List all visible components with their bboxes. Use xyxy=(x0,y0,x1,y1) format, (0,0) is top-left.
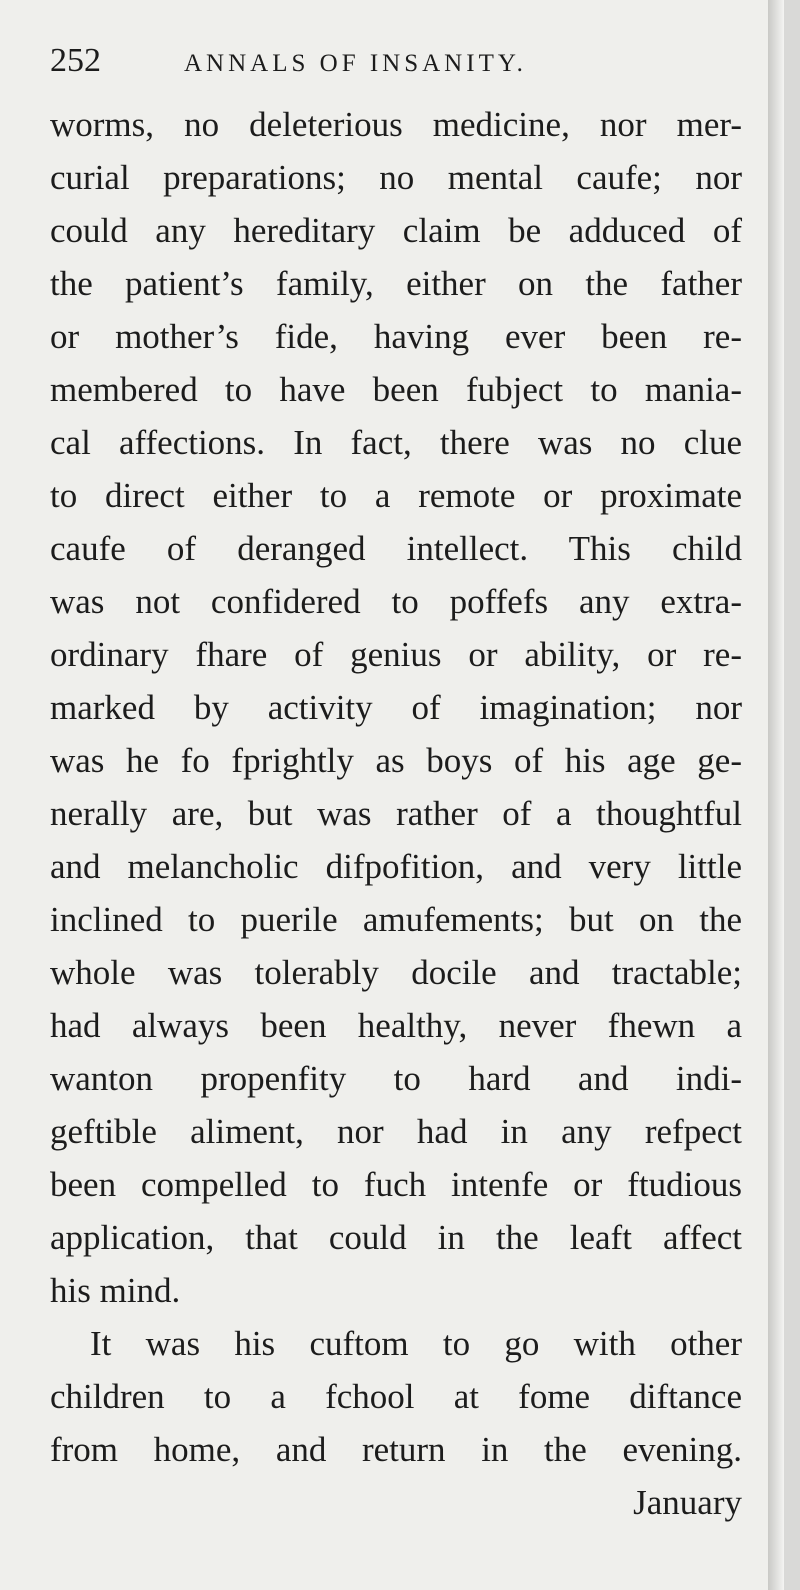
text-line: was not confidered to poffefs any extra- xyxy=(50,582,742,621)
body-text xyxy=(50,98,742,1476)
text-line: worms, no deleterious medicine, nor mer- xyxy=(50,105,742,144)
page-number: 252 xyxy=(50,42,101,79)
text-line: cal affections. In fact, there was no clue xyxy=(50,423,742,462)
text-line: his mind. xyxy=(50,1271,181,1310)
text-line: to direct either to a remote or proximate xyxy=(50,476,742,515)
text-line: could any hereditary claim be adduced of xyxy=(50,211,742,250)
page-edge-shadow xyxy=(768,0,784,1590)
paragraph-1 xyxy=(50,98,742,1317)
catchword: January xyxy=(633,1483,742,1522)
text-line: geftible aliment, nor had in any refpect xyxy=(50,1112,742,1151)
text-line: from home, and return in the evening. xyxy=(50,1430,742,1469)
text-line: It was his cuftom to go with other xyxy=(90,1324,742,1363)
text-line: whole was tolerably docile and tractable; xyxy=(50,953,742,992)
text-line: or mother’s fide, having ever been re- xyxy=(50,317,742,356)
text-line: curial preparations; no mental caufe; nor xyxy=(50,158,742,197)
text-line: caufe of deranged intellect. This child xyxy=(50,529,742,568)
text-line: was he fo fprightly as boys of his age ge- xyxy=(50,741,742,780)
text-line: wanton propenfity to hard and indi- xyxy=(50,1059,742,1098)
paragraph-2 xyxy=(50,1317,742,1476)
text-line: marked by activity of imagination; nor xyxy=(50,688,742,727)
running-title: ANNALS OF INSANITY. xyxy=(184,50,527,77)
text-line: nerally are, but was rather of a thoughtful xyxy=(50,794,742,833)
text-line: application, that could in the leaft affect xyxy=(50,1218,742,1257)
text-line: and melancholic difpofition, and very little xyxy=(50,847,742,886)
text-line: been compelled to fuch intenfe or ftudious xyxy=(50,1165,742,1204)
text-line: membered to have been fubject to mania- xyxy=(50,370,742,409)
text-line: inclined to puerile amufements; but on the xyxy=(50,900,742,939)
text-line: children to a fchool at fome diftance xyxy=(50,1377,742,1416)
text-line: had always been healthy, never fhewn a xyxy=(50,1006,742,1045)
text-line: ordinary fhare of genius or ability, or re- xyxy=(50,635,742,674)
running-head xyxy=(50,42,740,90)
text-line: the patient’s family, either on the father xyxy=(50,264,742,303)
